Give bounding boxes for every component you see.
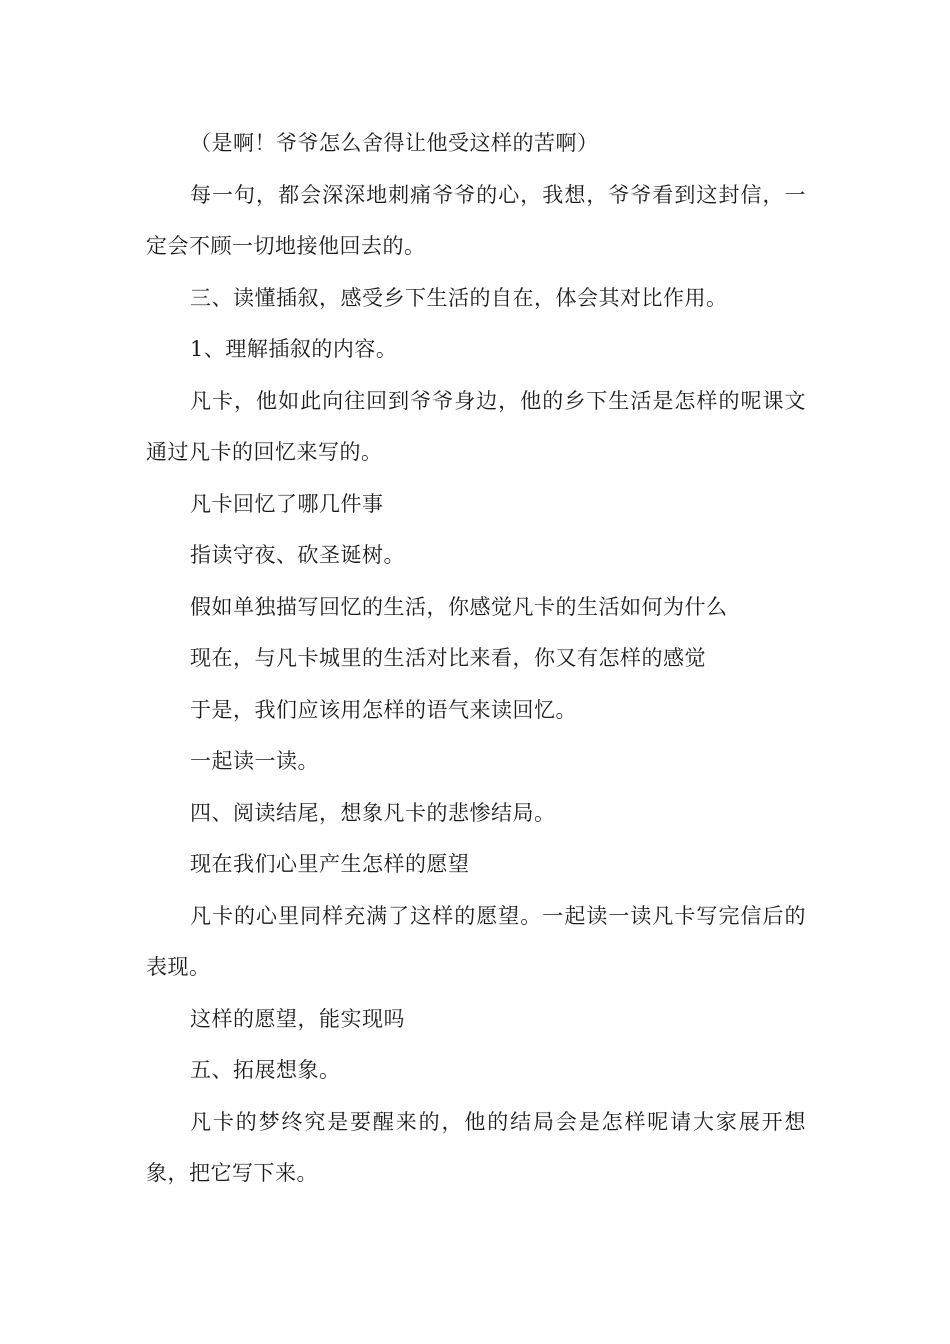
document-body: [146, 118, 806, 1200]
section-heading: 四、阅读结尾，想象凡卡的悲惨结局。: [190, 800, 556, 825]
paragraph: 现在，与凡卡城里的生活对比来看，你又有怎样的感觉: [190, 646, 706, 670]
paragraph: （是啊！爷爷怎么舍得让他受这样的苦啊）: [190, 131, 599, 155]
paragraph: 每一句，都会深深地刺痛爷爷的心，我想，爷爷看到这封信，一定会不顾一切地接他回去的。: [146, 182, 806, 258]
paragraph: 于是，我们应该用怎样的语气来读回忆。: [190, 697, 577, 722]
paragraph: 凡卡的心里同样充满了这样的愿望。一起读一读凡卡写完信后的表现。: [146, 903, 806, 979]
paragraph: 凡卡的梦终究是要醒来的，他的结局会是怎样呢请大家展开想象，把它写下来。: [146, 1109, 806, 1185]
paragraph: 一起读一读。: [190, 749, 319, 773]
section-heading: 五、拓展想象。: [190, 1058, 341, 1082]
subsection-heading: 1、理解插叙的内容。: [190, 337, 398, 361]
paragraph: 假如单独描写回忆的生活，你感觉凡卡的生活如何为什么: [190, 594, 728, 619]
section-heading: 三、读懂插叙，感受乡下生活的自在，体会其对比作用。: [190, 285, 728, 310]
paragraph: 指读守夜、砍圣诞树。: [190, 543, 405, 567]
paragraph: 这样的愿望，能实现吗: [190, 1006, 405, 1031]
paragraph: 凡卡，他如此向往回到爷爷身边，他的乡下生活是怎样的呢课文通过凡卡的回忆来写的。: [146, 388, 806, 464]
paragraph: 现在我们心里产生怎样的愿望: [190, 852, 470, 876]
paragraph: 凡卡回忆了哪几件事: [190, 491, 384, 516]
